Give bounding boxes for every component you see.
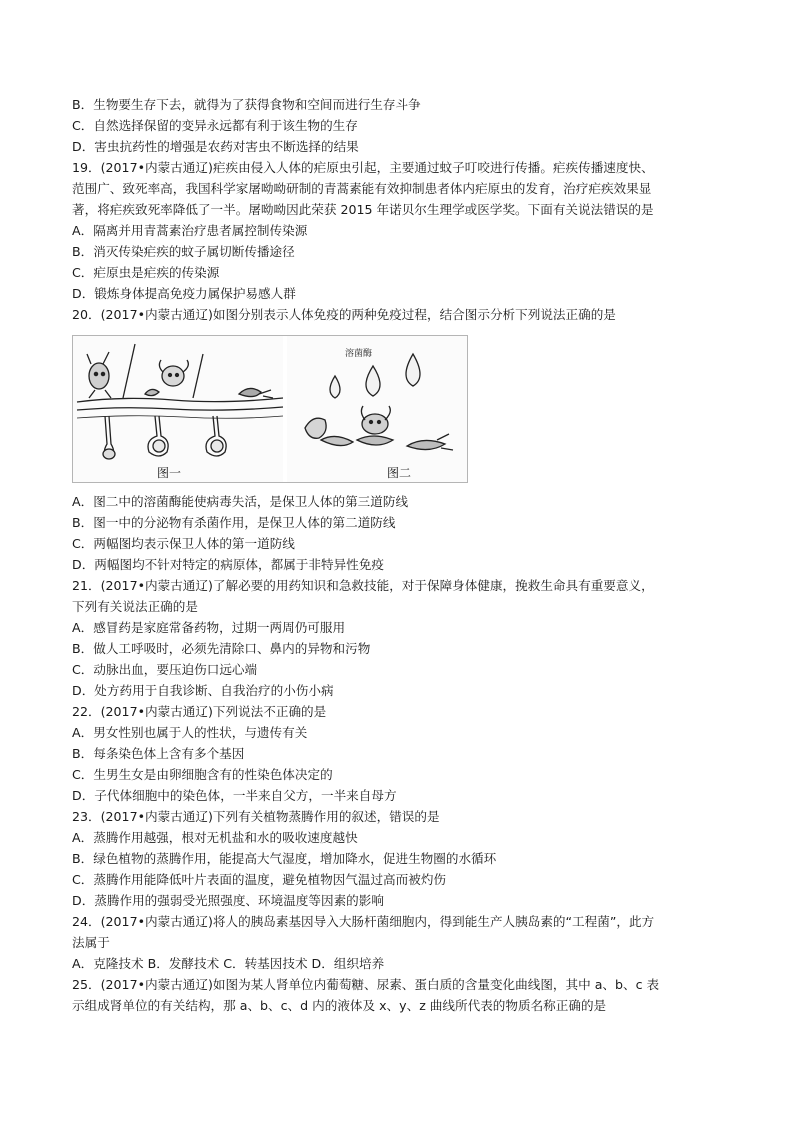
text-line: 19．(2017•内蒙古通辽)疟疾由侵入人体的疟原虫引起，主要通过蚊子叮咬进行传播。疟疾传播速度快、 [72, 160, 654, 175]
text-line: C．生男生女是由卵细胞含有的性染色体决定的 [72, 767, 333, 782]
text-line: 25．(2017•内蒙古通辽)如图为某人肾单位内葡萄糖、尿素、蛋白质的含量变化曲线图，其中 a、b、c 表 [72, 977, 660, 992]
text-line: D．两幅图均不针对特定的病原体，都属于非特异性免疫 [72, 557, 384, 572]
exam-page [72, 94, 722, 1016]
text-line: A．蒸腾作用越强，根对无机盐和水的吸收速度越快 [72, 830, 358, 845]
figure-1-label: 图一 [157, 466, 182, 480]
text-line: 21．(2017•内蒙古通辽)了解必要的用药知识和急救技能，对于保障身体健康，挽救生命具有重要意义， [72, 578, 654, 593]
text-line: B．生物要生存下去，就得为了获得食物和空间而进行生存斗争 [72, 97, 421, 112]
text-line: C．两幅图均表示保卫人体的第一道防线 [72, 536, 295, 551]
text-line: A．克隆技术 B．发酵技术 C．转基因技术 D．组织培养 [72, 956, 385, 971]
text-line: 下列有关说法正确的是 [72, 599, 198, 614]
text-line: A．图二中的溶菌酶能使病毒失活，是保卫人体的第三道防线 [72, 494, 409, 509]
text-line: 范围广、致死率高，我国科学家屠呦呦研制的青蒿素能有效抑制患者体内疟原虫的发育，治疗疟疾效果显 [72, 181, 652, 196]
text-line: C．动脉出血，要压迫伤口远心端 [72, 662, 258, 677]
text-line: C．自然选择保留的变异永远都有利于该生物的生存 [72, 118, 358, 133]
text-line: 24．(2017•内蒙古通辽)将人的胰岛素基因导入大肠杆菌细胞内，得到能生产人胰岛素的“工程菌”，此方 [72, 914, 655, 929]
text-line: D．蒸腾作用的强弱受光照强度、环境温度等因素的影响 [72, 893, 384, 908]
text-line: D．处方药用于自我诊断、自我治疗的小伤小病 [72, 683, 334, 698]
text-line: B．做人工呼吸时，必须先清除口、鼻内的异物和污物 [72, 641, 371, 656]
text-line: 示组成肾单位的有关结构，那 a、b、c、d 内的液体及 x、y、z 曲线所代表的物质名称正确的是 [72, 998, 607, 1013]
enzyme-label: 溶菌酶 [345, 349, 373, 359]
text-line: B．绿色植物的蒸腾作用，能提高大气湿度，增加降水，促进生物圈的水循环 [72, 851, 497, 866]
text-line: C．疟原虫是疟疾的传染源 [72, 265, 220, 280]
skin-panel [77, 344, 283, 459]
figure-2-label: 图二 [387, 466, 412, 480]
text-line: D．害虫抗药性的增强是农药对害虫不断选择的结果 [72, 139, 359, 154]
text-line: D．子代体细胞中的染色体，一半来自父方，一半来自母方 [72, 788, 397, 803]
immune-figure [72, 335, 468, 483]
question-block-bottom [72, 491, 722, 1016]
question-block-top [72, 94, 722, 325]
text-line: D．锻炼身体提高免疫力属保护易感人群 [72, 286, 296, 301]
text-line: 20．(2017•内蒙古通辽)如图分别表示人体免疫的两种免疫过程，结合图示分析下列说法正确的是 [72, 307, 616, 322]
text-line: 法属于 [72, 935, 110, 950]
text-line: A．隔离并用青蒿素治疗患者属控制传染源 [72, 223, 308, 238]
text-line: B．图一中的分泌物有杀菌作用，是保卫人体的第二道防线 [72, 515, 396, 530]
text-line: A．男女性别也属于人的性状，与遗传有关 [72, 725, 308, 740]
text-line: B．消灭传染疟疾的蚊子属切断传播途径 [72, 244, 295, 259]
text-line: 22．(2017•内蒙古通辽)下列说法不正确的是 [72, 704, 327, 719]
text-line: A．感冒药是家庭常备药物，过期一两周仍可服用 [72, 620, 346, 635]
text-line: 23．(2017•内蒙古通辽)下列有关植物蒸腾作用的叙述，错误的是 [72, 809, 440, 824]
tear-panel [305, 354, 453, 450]
text-line: 著，将疟疾致死率降低了一半。屠呦呦因此荣获 2015 年诺贝尔生理学或医学奖。下面有关说法错误的是 [72, 202, 654, 217]
immune-figure-drawing [73, 336, 467, 482]
text-line: C．蒸腾作用能降低叶片表面的温度，避免植物因气温过高而被灼伤 [72, 872, 447, 887]
text-line: B．每条染色体上含有多个基因 [72, 746, 245, 761]
